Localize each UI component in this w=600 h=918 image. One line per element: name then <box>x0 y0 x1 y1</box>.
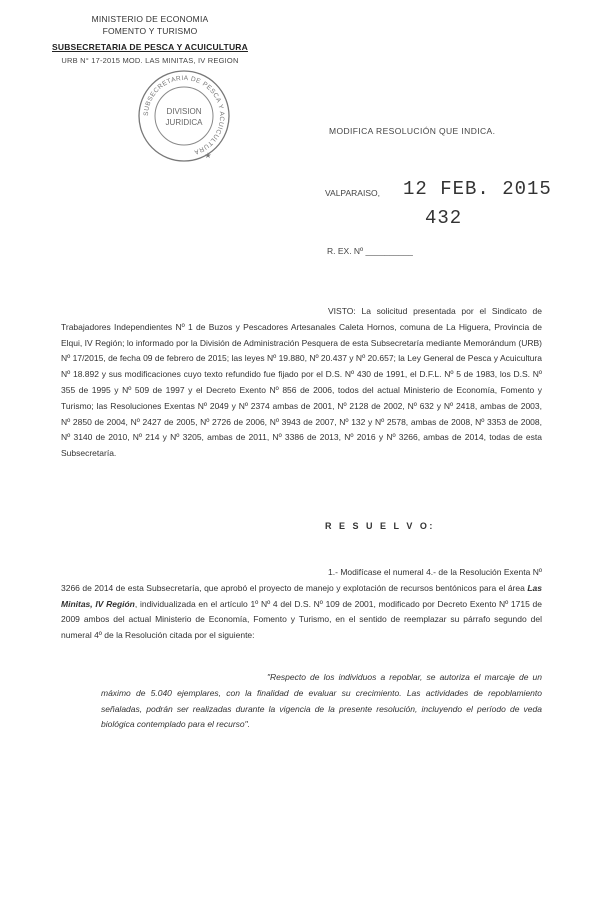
division-juridica-stamp <box>136 68 232 164</box>
header-subsecretaria: SUBSECRETARIA DE PESCA Y ACUICULTURA <box>52 42 248 52</box>
stamp-star-icon: ★ <box>204 151 212 160</box>
quoted-paragraph: "Respecto de los individuos a repoblar, se autoriza el marcaje de un máximo de 5.040 ejemplares, con la finalidad de evaluar su crecimiento. Las actividades de repoblamiento señaladas, podrán ser realizadas durante la vigencia de la presente resolución, incluyendo el período de veda biológica contemplado para el recurso". <box>101 672 542 730</box>
rex-label: R. EX. Nº __________ <box>327 246 413 256</box>
article-text-before: 1.- Modifícase el numeral 4.- de la Resolución Exenta Nº 3266 de 2014 de esta Subsecretaría, que aprobó el proyecto de manejo y explotación de recursos bentónicos para el área <box>61 567 542 593</box>
stamp-ring-text: SUBSECRETARIA DE PESCA Y ACUICULTURA <box>142 74 226 156</box>
visto-paragraph: VISTO: La solicitud presentada por el Sindicato de Trabajadores Independientes Nº 1 de Buzos y Pescadores Artesanales Caleta Hornos, comuna de La Higuera, Provincia de Elqui, IV Región; lo informado por la División de Administración Pesquera de esta Subsecretaría mediante Memorándum (URB) Nº 17/2015, de fecha 09 de febrero de 2015; las leyes Nº 19.880, Nº 20.437 y Nº 20.657; la Ley General de Pesca y Acuicultura Nº 18.892 y sus modificaciones cuyo texto refundido fue fijado por el D.S. Nº 430 de 1991, el D.F.L. Nº 5 de 1983, los D.S. Nº 355 de 1995 y Nº 509 de 1997 y el Decreto Exento Nº 856 de 2006, todos del actual Ministerio de Economía, Fomento y Turismo; las Resoluciones Exentas Nº 2049 y Nº 2374 ambas de 2001, Nº 2128 de 2002, Nº 632 y Nº 2418, ambas de 2003, Nº 2850 de 2004, Nº 2427 de 2005, Nº 2726 de 2006, Nº 3943 de 2007, Nº 132 y Nº 2578, ambas de 2008, Nº 3353 de 2008, Nº 3140 de 2010, Nº 214 y Nº 3205, ambas de 2011, Nº 3386 de 2013, Nº 2016 y Nº 3266, ambas de 2014, todas de esta Subsecretaría. <box>61 306 542 459</box>
stamp-line-1: DIVISION <box>166 107 202 116</box>
article-1-paragraph <box>61 565 542 644</box>
article-area-name: Las Minitas, IV Región <box>61 582 542 609</box>
header-ministry-sub: FOMENTO Y TURISMO <box>102 26 198 36</box>
place-label: VALPARAISO, <box>325 188 380 198</box>
header-file-reference: URB N° 17-2015 MOD. LAS MINITAS, IV REGION <box>61 56 239 65</box>
resolution-number: 432 <box>425 207 463 229</box>
stamp-line-2: JURIDICA <box>165 118 203 127</box>
document-reference: MODIFICA RESOLUCIÓN QUE INDICA. <box>329 126 496 136</box>
article-text-after: , individualizada en el artículo 1º Nº 4 del D.S. Nº 109 de 2001, modificado por Decreto Exento Nº 1715 de 2009 ambos del actual Ministerio de Economía, Fomento y Turismo, en el sentido de reemplazar su párrafo segundo del numeral 4º de la Resolución citada por el siguiente: <box>61 598 542 641</box>
resuelvo-heading: R E S U E L V O: <box>325 521 435 531</box>
header-ministry: MINISTERIO DE ECONOMIA <box>91 14 209 24</box>
document-date: 12 FEB. 2015 <box>403 178 552 200</box>
